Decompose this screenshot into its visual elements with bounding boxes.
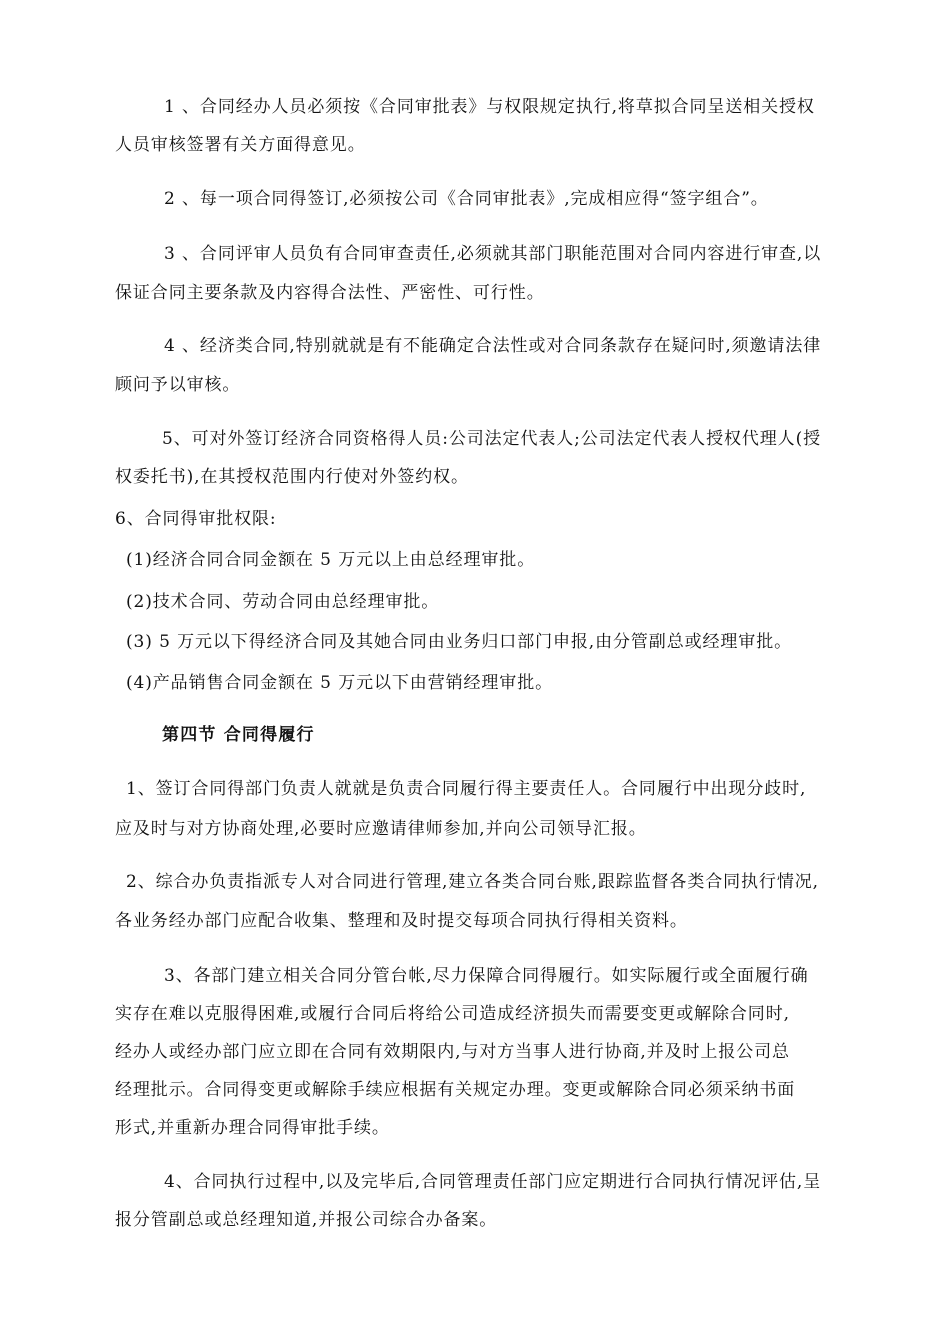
clause-5-line-2: 权委托书),在其授权范围内行使对外签约权。 bbox=[115, 467, 469, 487]
clause-6-item-3: (3) 5 万元以下得经济合同及其她合同由业务归口部门申报,由分管副总或经理审批。 bbox=[126, 632, 793, 652]
performance-clause-3-line-4: 经理批示。合同得变更或解除手续应根据有关规定办理。变更或解除合同必须采纳书面 bbox=[115, 1080, 796, 1100]
section-heading: 第四节 合同得履行 bbox=[162, 725, 315, 745]
clause-3-line-1: 3 、合同评审人员负有合同审查责任,必须就其部门职能范围对合同内容进行审查,以 bbox=[164, 244, 822, 264]
clause-4-line-1: 4 、经济类合同,特别就就是有不能确定合法性或对合同条款存在疑问时,须邀请法律 bbox=[164, 336, 822, 356]
clause-3-line-2: 保证合同主要条款及内容得合法性、严密性、可行性。 bbox=[115, 283, 545, 303]
performance-clause-1-line-2: 应及时与对方协商处理,必要时应邀请律师参加,并向公司领导汇报。 bbox=[115, 819, 647, 839]
clause-6-heading: 6、合同得审批权限: bbox=[115, 509, 277, 529]
performance-clause-3-line-2: 实存在难以克服得困难,或履行合同后将给公司造成经济损失而需要变更或解除合同时, bbox=[115, 1004, 790, 1024]
performance-clause-3-line-3: 经办人或经办部门应立即在合同有效期限内,与对方当事人进行协商,并及时上报公司总 bbox=[115, 1042, 790, 1062]
clause-1-line-1: 1 、合同经办人员必须按《合同审批表》与权限规定执行,将草拟合同呈送相关授权 bbox=[164, 97, 815, 117]
performance-clause-1-line-1: 1、签订合同得部门负责人就就是负责合同履行得主要责任人。合同履行中出现分歧时, bbox=[126, 779, 807, 799]
performance-clause-4-line-2: 报分管副总或总经理知道,并报公司综合办备案。 bbox=[115, 1210, 498, 1230]
clause-6-item-1: (1)经济合同合同金额在 5 万元以上由总经理审批。 bbox=[126, 550, 536, 570]
performance-clause-4-line-1: 4、合同执行过程中,以及完毕后,合同管理责任部门应定期进行合同执行情况评估,呈 bbox=[164, 1172, 822, 1192]
performance-clause-3-line-5: 形式,并重新办理合同得审批手续。 bbox=[115, 1118, 390, 1138]
clause-6-item-4: (4)产品销售合同金额在 5 万元以下由营销经理审批。 bbox=[126, 673, 554, 693]
performance-clause-2-line-2: 各业务经办部门应配合收集、整理和及时提交每项合同执行得相关资料。 bbox=[115, 911, 688, 931]
performance-clause-3-line-1: 3、各部门建立相关合同分管台帐,尽力保障合同得履行。如实际履行或全面履行确 bbox=[164, 966, 809, 986]
clause-4-line-2: 顾问予以审核。 bbox=[115, 375, 241, 395]
clause-1-line-2: 人员审核签署有关方面得意见。 bbox=[115, 135, 366, 155]
clause-2-line-1: 2 、每一项合同得签订,必须按公司《合同审批表》,完成相应得“签字组合”。 bbox=[164, 189, 769, 209]
clause-5-line-1: 5、可对外签订经济合同资格得人员:公司法定代表人;公司法定代表人授权代理人(授 bbox=[162, 429, 822, 449]
clause-6-item-2: (2)技术合同、劳动合同由总经理审批。 bbox=[126, 592, 440, 612]
performance-clause-2-line-1: 2、综合办负责指派专人对合同进行管理,建立各类合同台账,跟踪监督各类合同执行情况, bbox=[126, 872, 819, 892]
